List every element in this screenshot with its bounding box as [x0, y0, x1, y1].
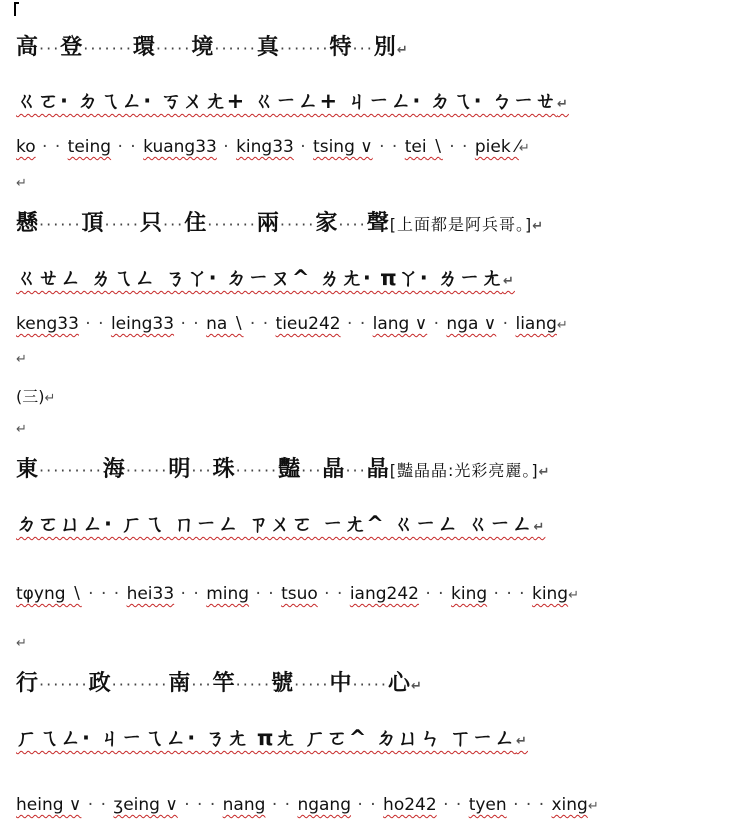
stanza2-bopomofo-line	[16, 262, 515, 292]
section-label: (三)	[16, 387, 45, 406]
rom-syllable: hei33	[126, 584, 175, 604]
hanzi: 晶	[322, 457, 346, 482]
stanza4-hanzi-line	[16, 666, 423, 697]
rom-syllable: liang	[515, 314, 557, 334]
rom-syllable: tsuo	[281, 584, 318, 604]
rom-syllable: kuang33	[143, 137, 217, 157]
dot-leader: ·····	[155, 39, 192, 58]
stanza4-romanization-line: heing ∨ · · ʒeing ∨ · · · nang · · ngang · · ho242 · · tyen · · · xing↵	[16, 795, 599, 815]
empty-paragraph: ↵	[16, 176, 27, 191]
rom-syllable: king	[531, 584, 569, 604]
bopomofo-text: ㄏㄟㄥ· ㄐㄧㄟㄥ· ㄋㄤ πㄤ ㄏㄛ^ ㄉㄩㄣ ㄒㄧㄥ	[16, 726, 517, 750]
section-label-line	[16, 384, 55, 407]
paragraph-mark: ↵	[556, 97, 569, 112]
stanza1-romanization-line: ko · · teing · · kuang33 · king33 · tsing ∨ · · tei ∖ · · piek ⁄↵	[16, 137, 530, 157]
rom-syllable: ngang	[297, 795, 352, 815]
paragraph-mark: ↵	[568, 588, 580, 603]
dot-leader: ···	[191, 675, 213, 694]
dot-leader: ···	[163, 215, 185, 234]
hanzi: 東	[16, 457, 40, 482]
dot-leader: ···	[345, 461, 367, 480]
stanza3-hanzi-line	[16, 452, 551, 483]
bopomofo-text: ㄉㄛㄩㄥ· ㄏㄟ ㄇㄧㄥ ㄗㄨㄛ ㄧㄤ^ ㄍㄧㄥ ㄍㄧㄥ	[16, 512, 534, 536]
dot-leader: ······	[235, 461, 279, 480]
paragraph-mark: ↵	[538, 465, 551, 480]
text-cursor	[14, 2, 16, 16]
rom-syllable: xing	[551, 795, 588, 815]
paragraph-mark: ↵	[503, 274, 515, 289]
hanzi: 聲	[366, 211, 390, 236]
dot-leader: ·····	[104, 215, 140, 234]
stanza3-bopomofo-line	[16, 508, 545, 538]
hanzi: 登	[60, 35, 84, 60]
paragraph-mark: ↵	[587, 799, 599, 814]
dot-leader: ····	[338, 215, 367, 234]
dot-leader: ·····	[294, 675, 330, 694]
stanza1-bopomofo-line	[16, 85, 569, 115]
dot-leader: ·····	[352, 675, 388, 694]
paragraph-mark: ↵	[396, 43, 409, 58]
hanzi: 海	[102, 457, 126, 482]
dot-leader: ·······	[83, 39, 133, 58]
bopomofo-text: ㄍㄝㄥ ㄌㄟㄥ ㄋㄚ· ㄉㄧㄡ^ ㄌㄤ· πㄚ· ㄌㄧㄤ	[16, 266, 504, 290]
paragraph-mark: ↵	[532, 219, 545, 234]
rom-syllable: keng33	[16, 314, 79, 334]
hanzi: 號	[271, 671, 295, 696]
dot-leader: ·······	[39, 675, 89, 694]
stanza1-hanzi-line	[16, 30, 409, 61]
hanzi: 兩	[256, 211, 280, 236]
rom-syllable: iang242	[349, 584, 419, 604]
hanzi: 豔	[278, 457, 302, 482]
dot-leader: ·········	[39, 461, 103, 480]
rom-syllable: king33	[236, 137, 294, 157]
hanzi: 特	[329, 35, 353, 60]
dot-leader: ·······	[279, 39, 330, 58]
gloss-note: [上面都是阿兵哥。]	[389, 215, 533, 234]
rom-syllable: leing33	[110, 314, 175, 334]
dot-leader: ······	[214, 39, 257, 58]
dot-leader: ·····	[279, 215, 316, 234]
rom-syllable: tieu242	[275, 314, 341, 334]
hanzi: 南	[168, 671, 192, 696]
rom-syllable: ming	[206, 584, 250, 604]
rom-syllable: tφyng ∖	[16, 584, 82, 604]
paragraph-mark: ↵	[533, 520, 546, 535]
paragraph-mark: ↵	[518, 141, 530, 156]
rom-syllable: tsing ∨	[313, 137, 373, 157]
hanzi: 真	[256, 35, 280, 60]
stanza2-romanization-line: keng33 · · leing33 · · na ∖ · · tieu242 · · lang ∨ · nga ∨ · liang↵	[16, 314, 568, 334]
hanzi: 頂	[81, 211, 105, 236]
empty-paragraph: ↵	[16, 636, 27, 651]
hanzi: 家	[315, 211, 339, 236]
gloss-note: [豔晶晶:光彩亮麗。]	[389, 461, 539, 480]
stanza2-hanzi-line	[16, 206, 544, 237]
hanzi: 晶	[366, 457, 390, 482]
rom-syllable: tyen	[468, 795, 507, 815]
hanzi: 心	[387, 671, 411, 696]
hanzi: 高	[16, 35, 40, 60]
rom-syllable: ʒeing ∨	[113, 795, 178, 815]
hanzi: 竿	[212, 671, 236, 696]
stanza3-romanization-line: tφyng ∖ · · · hei33 · · ming · · tsuo · · iang242 · · king · · · king↵	[16, 584, 580, 604]
rom-syllable: king	[451, 584, 488, 604]
rom-syllable: nang	[222, 795, 266, 815]
rom-syllable: nga ∨	[446, 314, 497, 334]
empty-paragraph: ↵	[16, 422, 27, 437]
paragraph-mark: ↵	[44, 391, 56, 406]
hanzi: 環	[132, 35, 156, 60]
paragraph-mark: ↵	[410, 679, 423, 694]
dot-leader: ·····	[235, 675, 272, 694]
dot-leader: ······	[125, 461, 169, 480]
rom-syllable: tei ∖	[404, 137, 443, 157]
dot-leader: ·······	[207, 215, 257, 234]
hanzi: 住	[184, 211, 208, 236]
dot-leader: ···	[301, 461, 323, 480]
rom-syllable: piek ⁄	[474, 137, 519, 157]
hanzi: 懸	[16, 211, 40, 236]
dot-leader: ···	[191, 461, 213, 480]
rom-syllable: lang ∨	[372, 314, 428, 334]
hanzi: 行	[16, 671, 40, 696]
dot-leader: ···	[39, 39, 61, 58]
rom-syllable: ho242	[383, 795, 437, 815]
hanzi: 珠	[212, 457, 236, 482]
rom-syllable: ko	[16, 137, 36, 157]
hanzi: 只	[139, 211, 163, 236]
hanzi: 政	[88, 671, 112, 696]
paragraph-mark: ↵	[556, 318, 568, 333]
rom-syllable: na ∖	[206, 314, 244, 334]
dot-leader: ······	[39, 215, 82, 234]
rom-syllable: heing ∨	[16, 795, 82, 815]
stanza4-bopomofo-line	[16, 722, 528, 752]
dot-leader: ········	[111, 675, 169, 694]
hanzi: 境	[191, 35, 215, 60]
hanzi: 明	[168, 457, 192, 482]
empty-paragraph: ↵	[16, 352, 27, 367]
hanzi: 中	[329, 671, 353, 696]
rom-syllable: teing	[67, 137, 112, 157]
paragraph-mark: ↵	[516, 734, 528, 749]
bopomofo-text: ㄍㄛ· ㄉㄟㄥ· ㄎㄨㄤ+ ㄍㄧㄥ+ ㄐㄧㄥ· ㄉㄟ· ㄅㄧㄝ	[16, 89, 557, 113]
dot-leader: ···	[352, 39, 374, 58]
hanzi: 別	[373, 35, 397, 60]
